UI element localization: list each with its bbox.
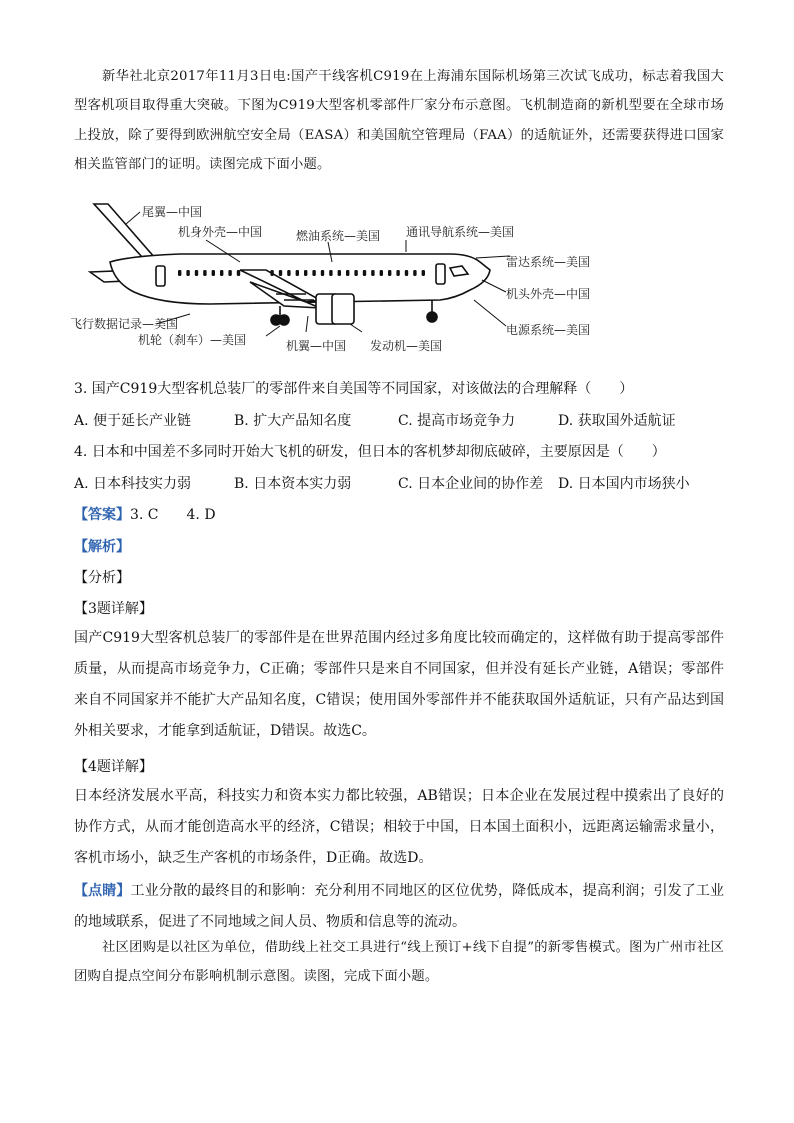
window [346, 270, 349, 276]
label-power: 电源系统—美国 [506, 323, 591, 337]
window [186, 270, 189, 276]
detail-3-heading [74, 598, 153, 618]
answer-line [74, 504, 216, 524]
label-radar: 雷达系统—美国 [506, 255, 591, 269]
window [195, 270, 198, 276]
dianjing-text: 工业分散的最终目的和影响：充分利用不同地区的区位优势，降低成本，提高利润；引发了工业的地域联系，促进了不同地域之间人员、物质和信息等的流动。 [74, 883, 725, 930]
window [212, 270, 215, 276]
label-nose: 机头外壳—中国 [506, 287, 591, 301]
label-wheels: 机轮（刹车）—美国 [138, 333, 247, 347]
answer-tag: 【答案】 [74, 507, 130, 523]
q4-option-a: A. 日本科技实力弱 [74, 476, 192, 492]
q3-option-d: D. 获取国外适航证 [558, 413, 676, 429]
fenxi-tag: 【分析】 [74, 570, 130, 586]
detail-4-text: 日本经济发展水平高，科技实力和资本实力都比较强，AB错误；日本企业在发展过程中摸索出了良好的协作方式，从而才能创造高水平的经济，C错误；相较于中国，日本国土面积小，远距离运输需求量小，客机市场小，缺乏生产客机的市场条件，D正确。故选D。 [74, 788, 724, 866]
detail-4-heading [74, 756, 153, 776]
window [388, 270, 391, 276]
window [413, 270, 416, 276]
window [296, 270, 299, 276]
window [405, 270, 408, 276]
window [178, 270, 181, 276]
c919-parts-diagram [70, 196, 610, 362]
intro-paragraph-c919: 新华社北京2017年11月3日电:国产干线客机C919在上海浦东国际机场第三次试飞成功，标志着我国大型客机项目取得重大突破。下图为C919大型客机零部件厂家分布示意图。飞机制造商的新机型要在全球市场上投放，除了要得到欧洲航空安全局（EASA）和美国航空管理局（FAA）的适航证外，还需要获得进口国家相关监管部门的证明。读图完成下面小题。 [74, 69, 724, 172]
analysis-line [74, 536, 130, 556]
window [270, 270, 273, 276]
q4-option-c: C. 日本企业间的协作差 [398, 476, 544, 492]
q3-option-b: B. 扩大产品知名度 [234, 413, 352, 429]
q3-option-a: A. 便于延长产业链 [74, 413, 192, 429]
window [354, 270, 357, 276]
window [279, 270, 282, 276]
answer-text: 3. C 4. D [130, 507, 216, 523]
window [287, 270, 290, 276]
detail-3-tag: 【3题详解】 [74, 601, 153, 617]
question-4-options [74, 473, 724, 495]
window [329, 270, 332, 276]
q4-option-b: B. 日本资本实力弱 [234, 476, 352, 492]
label-tail: 尾翼—中国 [142, 205, 203, 219]
detail-3-text: 国产C919大型客机总装厂的零部件是在世界范围内经过多角度比较而确定的，这样做有助于提高零部件质量，从而提高市场竞争力，C正确；零部件只是来自不同国家，但并没有延长产业链，A错误；零部件来自不同国家并不能扩大产品知名度，C错误；使用国外零部件并不能获取国外适航证，只有产品达到国外相关要求，才能拿到适航证，D错误。故选C。 [74, 630, 724, 739]
window [220, 270, 223, 276]
label-engine: 发动机—美国 [370, 339, 443, 353]
question-4-stem: 4. 日本和中国差不多同时开始大飞机的研发，但日本的客机梦却彻底破碎，主要原因是（ ） [74, 444, 666, 460]
window [304, 270, 307, 276]
label-nav: 通讯导航系统—美国 [406, 225, 515, 239]
q4-option-d: D. 日本国内市场狭小 [558, 476, 690, 492]
label-fuselage: 机身外壳—中国 [178, 225, 263, 239]
window [237, 270, 240, 276]
intro-paragraph-community: 社区团购是以社区为单位，借助线上社交工具进行“线上预订+线下自提”的新零售模式。图为广州市社区团购自提点空间分布影响机制示意图。读图，完成下面小题。 [74, 940, 724, 985]
dianjing-tag: 【点睛】 [74, 883, 131, 899]
window [228, 270, 231, 276]
label-wing: 机翼—中国 [286, 339, 347, 353]
label-recorder: 飞行数据记录—美国 [70, 317, 179, 331]
window [338, 270, 341, 276]
question-3-stem: 3. 国产C919大型客机总装厂的零部件来自美国等不同国家，对该做法的合理解释（ ） [74, 381, 634, 397]
question-3-options [74, 410, 724, 432]
window [312, 270, 315, 276]
window [380, 270, 383, 276]
fenxi-line [74, 567, 130, 587]
q3-option-c: C. 提高市场竞争力 [398, 413, 516, 429]
window [422, 270, 425, 276]
window [396, 270, 399, 276]
window [363, 270, 366, 276]
window [371, 270, 374, 276]
airplane-illustration [90, 204, 490, 325]
dianjing-paragraph [74, 876, 724, 938]
label-fuel: 燃油系统—美国 [296, 229, 381, 243]
analysis-tag: 【解析】 [74, 539, 130, 555]
window [203, 270, 206, 276]
detail-4-tag: 【4题详解】 [74, 759, 153, 775]
window [321, 270, 324, 276]
